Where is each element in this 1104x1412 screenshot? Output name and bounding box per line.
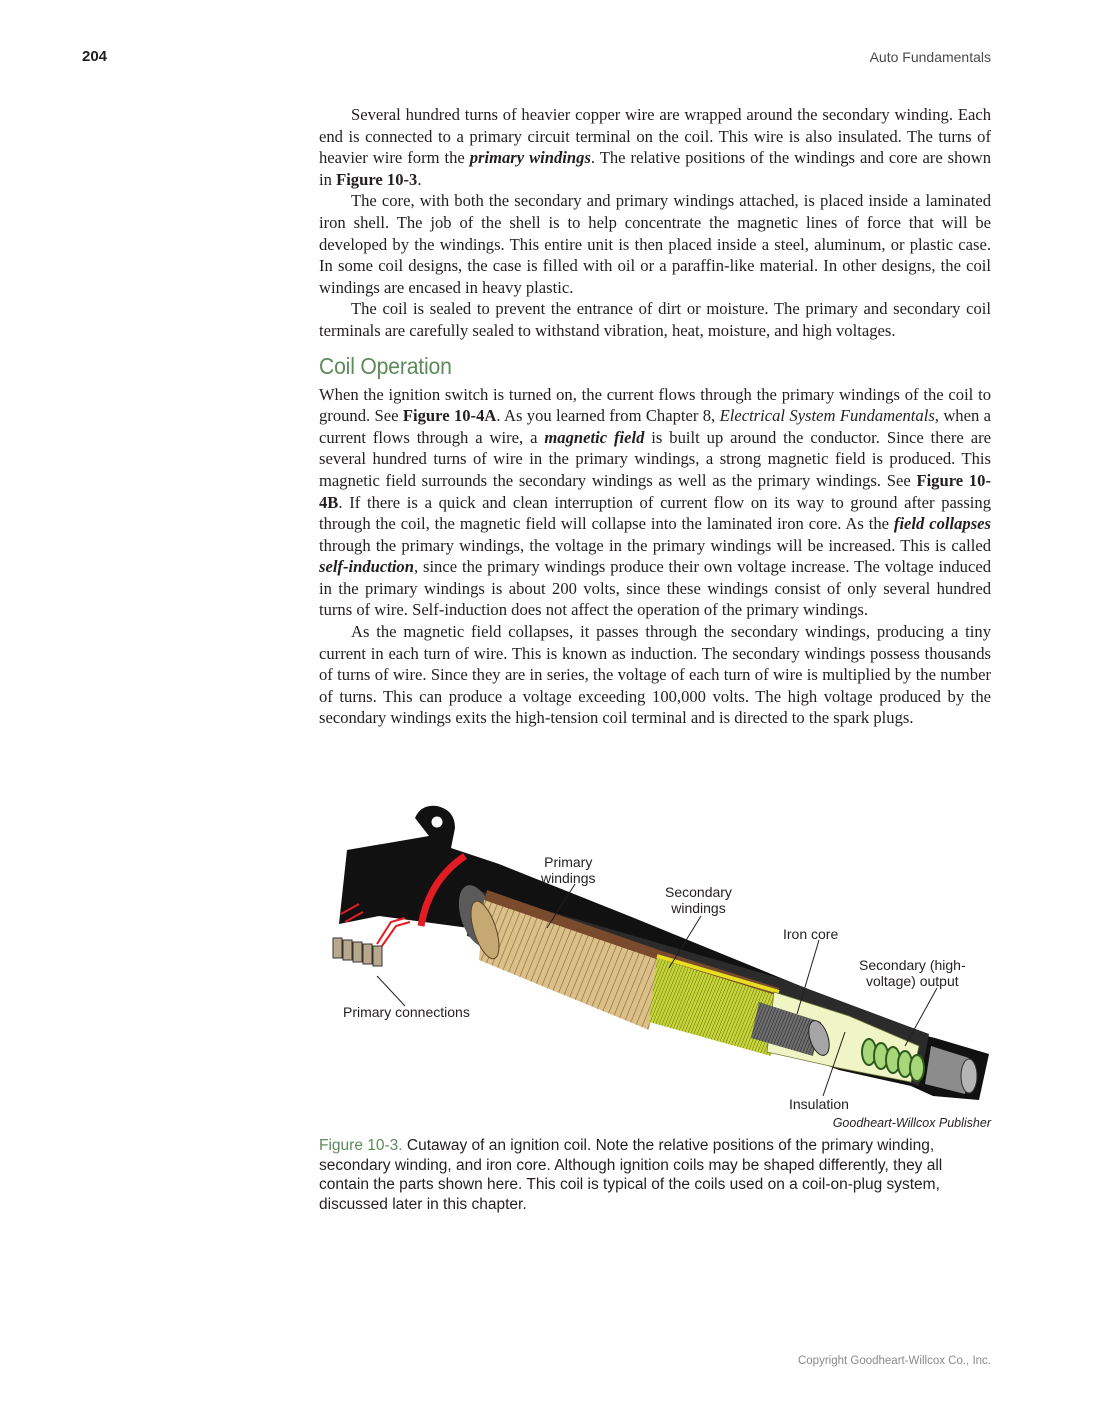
p4-text-1: When the ignition switch is turned on, the current flows through the primary windings of the coil to ground. See (319, 384, 991, 426)
caption-text: Cutaway of an ignition coil. Note the relative positions of the primary winding, secondary winding, and iron core. Although ignition coils may be shaped differently, they all contain the parts shown here. This coil is typical of the coils used on a coil-on-plug system, discussed later in this chapter. (319, 1137, 943, 1213)
p1-text-2: . The relative positions of the windings and core are shown in (319, 148, 992, 189)
section-heading: Coil Operation (319, 352, 452, 379)
label-secondary-windings: Secondary windings (665, 884, 732, 916)
mounting-hole (432, 817, 443, 828)
figure-ref-10-4b: Figure 10-4B (319, 470, 991, 512)
term-primary-windings: primary windings (469, 148, 591, 168)
copyright-footer: Copyright Goodheart-Willcox Co., Inc. (797, 1355, 991, 1367)
p1-text-3: . (417, 169, 422, 189)
paragraph-3: The coil is sealed to prevent the entrance of dirt or moisture. The primary and secondary coil terminals are carefully sealed to withstand vibration, heat, moisture, and high voltages. (319, 299, 991, 340)
p4-text-2: . As you learned from Chapter 8, (496, 406, 720, 426)
paragraph-4 (319, 384, 991, 622)
p4-text-7: , since the primary windings produce their own voltage increase. The voltage induced in the primary windings is about 200 volts, since these windings consist of only several hundred turns of wire. Self-induction does not affect the operation of the primary windings. (319, 557, 991, 620)
figure-credit: Goodheart-Willcox Publisher (832, 1116, 991, 1130)
paragraph-2: The core, with both the secondary and primary windings attached, is placed inside a laminated iron shell. The job of the shell is to help concentrate the magnetic lines of force that will be developed by the windings. This entire unit is then placed inside a steel, aluminum, or plastic case. In some coil designs, the case is filled with oil or a paraffin-like material. In other designs, the coil windings are encased in heavy plastic. (319, 191, 991, 297)
paragraph-5: As the magnetic field collapses, it passes through the secondary windings, producing a tiny current in each turn of wire. This is known as induction. The secondary windings possess thousands of turns of wire. Since they are in series, the voltage of each turn of wire is multiplied by the number of turns. This can produce a voltage exceeding 100,000 volts. The high voltage produced by the secondary windings exits the high-tension coil terminal and is directed to the spark plugs. (319, 622, 991, 728)
p4-text-5: . If there is a quick and clean interruption of current flow on its way to ground after passing through the coil, the magnetic field will collapse into the laminated iron core. As the (319, 492, 991, 534)
paragraph-1 (319, 104, 991, 190)
body-text (319, 104, 991, 729)
term-magnetic-field: magnetic field (544, 427, 645, 447)
term-self-induction: self-induction (319, 557, 414, 577)
caption-figure-label: Figure 10-3. (319, 1137, 403, 1154)
primary-terminals (333, 938, 382, 966)
label-primary-windings: Primary windings (541, 854, 596, 886)
p4-text-3: , when a current flows through a wire, a (319, 406, 991, 447)
term-field-collapses: field collapses (893, 514, 991, 534)
p4-text-4: is built up around the conductor. Since there are several hundred turns of wire in the primary windings, a strong magnetic field is produced. This magnetic field surrounds the secondary windings as well as the primary windings. See (319, 427, 991, 490)
page-number: 204 (82, 48, 108, 65)
figure-caption (319, 1136, 991, 1214)
label-iron-core: Iron core (783, 926, 839, 942)
figure-ref-10-4a: Figure 10-4A (402, 406, 497, 426)
label-secondary-output: Secondary (high- voltage) output (859, 957, 966, 989)
label-insulation: Insulation (789, 1096, 849, 1112)
p1-text-1: Several hundred turns of heavier copper wire are wrapped around the secondary winding. Each end is connected to a primary circuit terminal on the coil. This wire is also insulated. The turns of heavier wire form the (319, 105, 991, 168)
figure-ref-10-3: Figure 10-3 (336, 169, 418, 189)
chapter-title-ref: Electrical System Fundamentals (719, 406, 935, 426)
p4-text-6: through the primary windings, the voltage in the primary windings will be increased. This is called (319, 535, 991, 555)
label-primary-connections: Primary connections (343, 1004, 470, 1020)
leader-primary-connections (377, 976, 405, 1006)
ignition-coil-figure (319, 800, 991, 1130)
running-head: Auto Fundamentals (869, 49, 991, 65)
